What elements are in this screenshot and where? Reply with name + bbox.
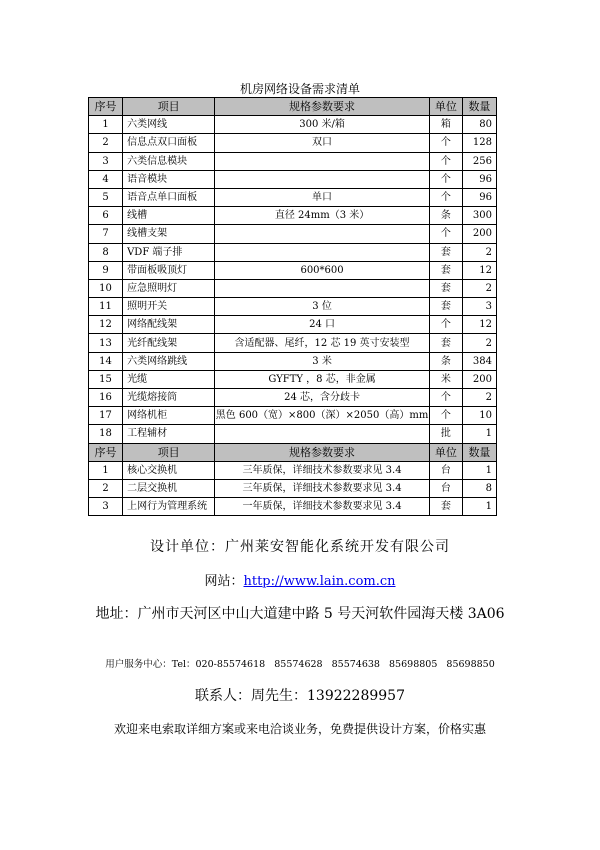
table-row xyxy=(89,352,497,370)
cell-quantity: 80 xyxy=(462,116,496,134)
table-row xyxy=(89,298,497,316)
cell-item-name: 照明开关 xyxy=(123,298,215,316)
cell-item-name: 语音点单口面板 xyxy=(123,188,215,206)
table-row xyxy=(89,225,497,243)
cell-quantity: 10 xyxy=(462,407,496,425)
cell-row-number: 11 xyxy=(89,298,123,316)
cell-quantity: 128 xyxy=(462,134,496,152)
equipment-table xyxy=(88,97,497,516)
website-line xyxy=(0,570,600,589)
cell-unit: 个 xyxy=(429,225,462,243)
cell-row-number: 6 xyxy=(89,207,123,225)
table-row xyxy=(89,425,497,443)
service-label: 用户服务中心：Tel：020-85574618 xyxy=(105,659,266,670)
cell-quantity: 200 xyxy=(462,225,496,243)
cell-spec: 24 芯，含分歧卡 xyxy=(215,389,430,407)
contact-person: 联系人：周先生：13922289957 xyxy=(195,688,405,704)
cell-row-number: 2 xyxy=(89,134,123,152)
cell-spec: 3 位 xyxy=(215,298,430,316)
cell-quantity: 1 xyxy=(462,498,496,516)
table-row xyxy=(89,261,497,279)
table-header-row xyxy=(89,98,497,116)
cell-item-name: 六类信息模块 xyxy=(123,152,215,170)
table-row xyxy=(89,389,497,407)
cell-row-number: 9 xyxy=(89,261,123,279)
cell-row-number: 4 xyxy=(89,170,123,188)
cell-quantity: 1 xyxy=(462,425,496,443)
cell-quantity: 2 xyxy=(462,389,496,407)
design-unit: 设计单位：广州莱安智能化系统开发有限公司 xyxy=(150,539,450,555)
cell-row-number: 8 xyxy=(89,243,123,261)
cell-unit: 套 xyxy=(429,298,462,316)
cell-item-name: 六类网络跳线 xyxy=(123,352,215,370)
table-row xyxy=(89,316,497,334)
table-row xyxy=(89,116,497,134)
cell-quantity: 256 xyxy=(462,152,496,170)
cell-row-number: 15 xyxy=(89,370,123,388)
cell-unit: 套 xyxy=(429,243,462,261)
cell-unit: 套 xyxy=(429,498,462,516)
cell-row-number: 12 xyxy=(89,316,123,334)
cell-item-name: 光缆熔接筒 xyxy=(123,389,215,407)
cell-spec xyxy=(215,170,430,188)
cell-spec: 含适配器、尾纤，12 芯 19 英寸安装型 xyxy=(215,334,430,352)
cell-item-name: 光纤配线架 xyxy=(123,334,215,352)
cell-unit: 套 xyxy=(429,261,462,279)
cell-unit: 台 xyxy=(429,461,462,479)
cell-unit: 米 xyxy=(429,370,462,388)
table-row xyxy=(89,207,497,225)
cell-quantity: 384 xyxy=(462,352,496,370)
cell-unit: 台 xyxy=(429,479,462,497)
cell-row-number: 1 xyxy=(89,461,123,479)
table-row xyxy=(89,461,497,479)
table-row xyxy=(89,498,497,516)
cell-unit: 个 xyxy=(429,134,462,152)
cell-quantity: 8 xyxy=(462,479,496,497)
column-header: 规格参数要求 xyxy=(215,443,430,461)
cell-item-name: 线槽 xyxy=(123,207,215,225)
table-row xyxy=(89,370,497,388)
column-header: 规格参数要求 xyxy=(215,98,430,116)
cell-row-number: 7 xyxy=(89,225,123,243)
table-row xyxy=(89,134,497,152)
cell-row-number: 3 xyxy=(89,498,123,516)
cell-quantity: 12 xyxy=(462,261,496,279)
cell-quantity: 2 xyxy=(462,334,496,352)
column-header: 项目 xyxy=(123,98,215,116)
welcome-message: 欢迎来电索取详细方案或来电洽谈业务，免费提供设计方案，价格实惠 xyxy=(113,722,486,736)
column-header: 单位 xyxy=(429,98,462,116)
cell-row-number: 17 xyxy=(89,407,123,425)
service-phone: 85574638 xyxy=(331,659,380,670)
table-row xyxy=(89,170,497,188)
cell-row-number: 16 xyxy=(89,389,123,407)
table-row xyxy=(89,479,497,497)
table-row xyxy=(89,243,497,261)
cell-item-name: 线槽支架 xyxy=(123,225,215,243)
cell-spec: 24 口 xyxy=(215,316,430,334)
cell-spec: 300 米/箱 xyxy=(215,116,430,134)
cell-quantity: 300 xyxy=(462,207,496,225)
cell-spec: GYFTY ，8 芯，非金属 xyxy=(215,370,430,388)
address: 地址：广州市天河区中山大道建中路 5 号天河软件园海天楼 3A06 xyxy=(95,606,505,622)
cell-unit: 箱 xyxy=(429,116,462,134)
table-row xyxy=(89,152,497,170)
cell-row-number: 18 xyxy=(89,425,123,443)
table-row xyxy=(89,279,497,297)
cell-spec: 黑色 600（宽）×800（深）×2050（高）mm xyxy=(215,407,430,425)
column-header: 序号 xyxy=(89,443,123,461)
cell-quantity: 12 xyxy=(462,316,496,334)
cell-item-name: 语音模块 xyxy=(123,170,215,188)
cell-item-name: 信息点双口面板 xyxy=(123,134,215,152)
cell-unit: 套 xyxy=(429,279,462,297)
cell-spec: 双口 xyxy=(215,134,430,152)
website-label: 网站： xyxy=(204,574,244,589)
table-row xyxy=(89,407,497,425)
cell-row-number: 1 xyxy=(89,116,123,134)
cell-item-name: 带面板吸顶灯 xyxy=(123,261,215,279)
cell-row-number: 3 xyxy=(89,152,123,170)
cell-unit: 批 xyxy=(429,425,462,443)
column-header: 项目 xyxy=(123,443,215,461)
cell-item-name: 工程辅材 xyxy=(123,425,215,443)
cell-row-number: 13 xyxy=(89,334,123,352)
column-header: 数量 xyxy=(462,98,496,116)
cell-unit: 个 xyxy=(429,316,462,334)
cell-spec xyxy=(215,152,430,170)
cell-item-name: 光缆 xyxy=(123,370,215,388)
column-header: 单位 xyxy=(429,443,462,461)
page-title: 机房网络设备需求清单 xyxy=(239,82,360,96)
cell-unit: 条 xyxy=(429,352,462,370)
cell-spec: 单口 xyxy=(215,188,430,206)
cell-quantity: 2 xyxy=(462,279,496,297)
cell-spec: 直径 24mm（3 米） xyxy=(215,207,430,225)
cell-row-number: 14 xyxy=(89,352,123,370)
cell-item-name: VDF 端子排 xyxy=(123,243,215,261)
cell-item-name: 网络机柜 xyxy=(123,407,215,425)
cell-row-number: 10 xyxy=(89,279,123,297)
table-header-row xyxy=(89,443,497,461)
cell-item-name: 核心交换机 xyxy=(123,461,215,479)
cell-spec xyxy=(215,425,430,443)
table-row xyxy=(89,188,497,206)
cell-quantity: 2 xyxy=(462,243,496,261)
service-phone: 85574628 xyxy=(274,659,323,670)
cell-item-name: 应急照明灯 xyxy=(123,279,215,297)
cell-row-number: 5 xyxy=(89,188,123,206)
cell-spec: 三年质保，详细技术参数要求见 3.4 xyxy=(215,461,430,479)
cell-unit: 套 xyxy=(429,334,462,352)
cell-spec xyxy=(215,279,430,297)
cell-spec xyxy=(215,243,430,261)
cell-quantity: 96 xyxy=(462,188,496,206)
cell-spec: 一年质保，详细技术参数要求见 3.4 xyxy=(215,498,430,516)
service-center xyxy=(0,656,600,670)
cell-quantity: 200 xyxy=(462,370,496,388)
service-phone: 85698805 xyxy=(389,659,438,670)
cell-quantity: 1 xyxy=(462,461,496,479)
column-header: 序号 xyxy=(89,98,123,116)
website-link[interactable]: http://www.lain.com.cn xyxy=(243,574,396,589)
cell-spec: 600*600 xyxy=(215,261,430,279)
cell-unit: 个 xyxy=(429,152,462,170)
cell-unit: 条 xyxy=(429,207,462,225)
cell-unit: 个 xyxy=(429,170,462,188)
cell-item-name: 六类网线 xyxy=(123,116,215,134)
column-header: 数量 xyxy=(462,443,496,461)
cell-unit: 个 xyxy=(429,389,462,407)
cell-unit: 个 xyxy=(429,407,462,425)
cell-item-name: 网络配线架 xyxy=(123,316,215,334)
cell-item-name: 二层交换机 xyxy=(123,479,215,497)
cell-spec: 3 米 xyxy=(215,352,430,370)
cell-row-number: 2 xyxy=(89,479,123,497)
cell-spec xyxy=(215,225,430,243)
cell-unit: 个 xyxy=(429,188,462,206)
service-phone: 85698850 xyxy=(446,659,495,670)
cell-quantity: 3 xyxy=(462,298,496,316)
cell-spec: 三年质保，详细技术参数要求见 3.4 xyxy=(215,479,430,497)
table-row xyxy=(89,334,497,352)
cell-quantity: 96 xyxy=(462,170,496,188)
cell-item-name: 上网行为管理系统 xyxy=(123,498,215,516)
